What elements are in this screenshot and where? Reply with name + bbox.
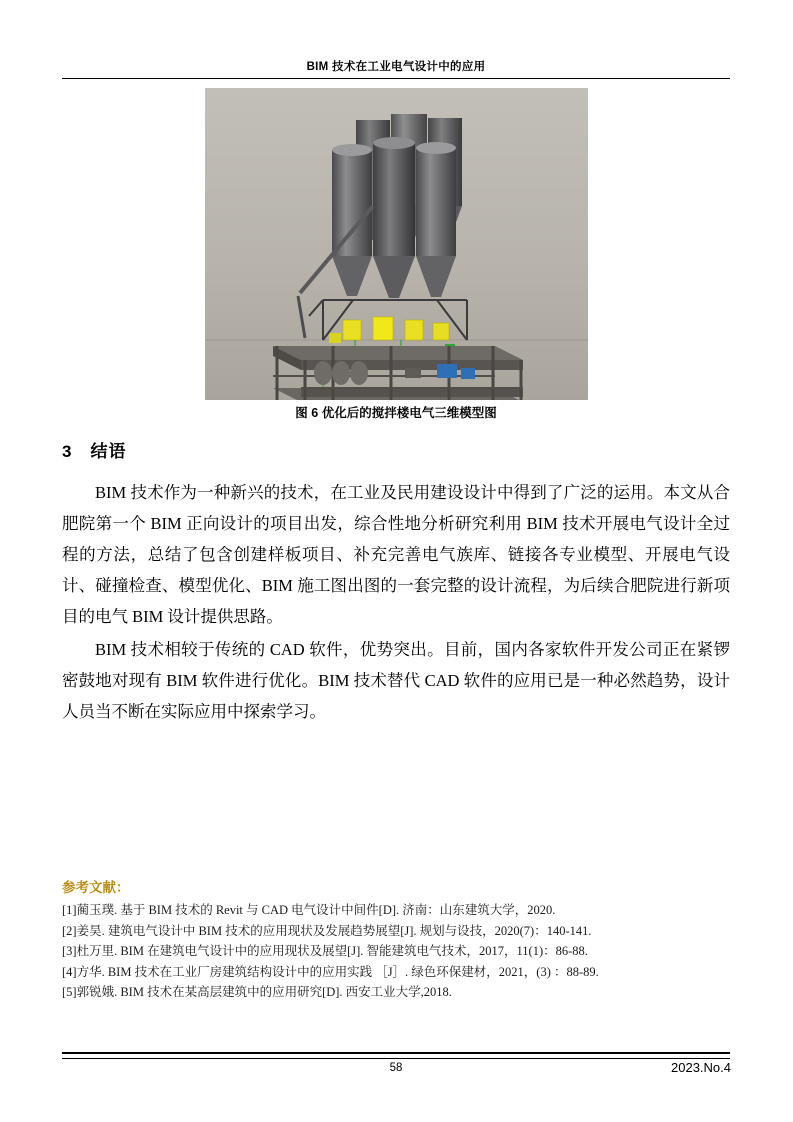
reference-item: [5]郭锐娥. BIM 技术在某高层建筑中的应用研究[D]. 西安工业大学,2018. <box>62 985 452 999</box>
figure-caption: 图 6 优化后的搅拌楼电气三维模型图 <box>295 406 497 420</box>
reference-item: [4]方华. BIM 技术在工业厂房建筑结构设计中的应用实践 ［J］. 绿色环保建材，2021，(3) ：88-89. <box>62 964 599 979</box>
figure-image-mixing-tower-electrical-3d-model <box>205 88 588 400</box>
reference-item: [3]杜万里. BIM 在建筑电气设计中的应用现状及展望[J]. 智能建筑电气技术，2017，11(1)：86-88. <box>62 944 588 958</box>
section-title: 结语 <box>90 442 127 461</box>
reference-item: [2]姜昊. 建筑电气设计中 BIM 技术的应用现状及发展趋势展望[J]. 规划与设技，2020(7)：140-141. <box>62 923 592 938</box>
paragraph-2: BIM 技术相较于传统的 CAD 软件，优势突出。目前，国内各家软件开发公司正在紧锣密鼓地对现有 BIM 软件进行优化。BIM 技术替代 CAD 软件的应用已是一种必然趋势，设计人员当不断在实际应用中探索学习。 <box>62 640 730 721</box>
references-heading: 参考文献： <box>62 880 130 895</box>
footer-divider-thin <box>62 1058 730 1059</box>
header-divider <box>62 78 730 79</box>
section-heading <box>62 437 126 462</box>
footer-divider-thick <box>62 1052 730 1054</box>
references-list <box>62 900 742 1003</box>
section-number: 3 <box>62 442 73 461</box>
issue-label: 2023.No.4 <box>671 1060 731 1075</box>
figure-illustration <box>205 88 588 400</box>
page-number: 58 <box>389 1062 403 1074</box>
body-text <box>62 477 730 727</box>
reference-item: [1]蔺玉璞. 基于 BIM 技术的 Revit 与 CAD 电气设计中间件[D]. 济南：山东建筑大学，2020. <box>62 903 556 917</box>
running-header: BIM 技术在工业电气设计中的应用 <box>306 61 486 73</box>
paragraph-1: BIM 技术作为一种新兴的技术，在工业及民用建设设计中得到了广泛的运用。本文从合肥院第一个 BIM 正向设计的项目出发，综合性地分析研究利用 BIM 技术开展电气设计全过程的方法，总结了包含创建样板项目、补充完善电气族库、链接各专业模型、开展电气设计、碰撞检查、模型优化、BIM 施工图出图的一套完整的设计流程，为后续合肥院进行新项目的电气 BIM 设计提供思路。 <box>62 483 730 626</box>
